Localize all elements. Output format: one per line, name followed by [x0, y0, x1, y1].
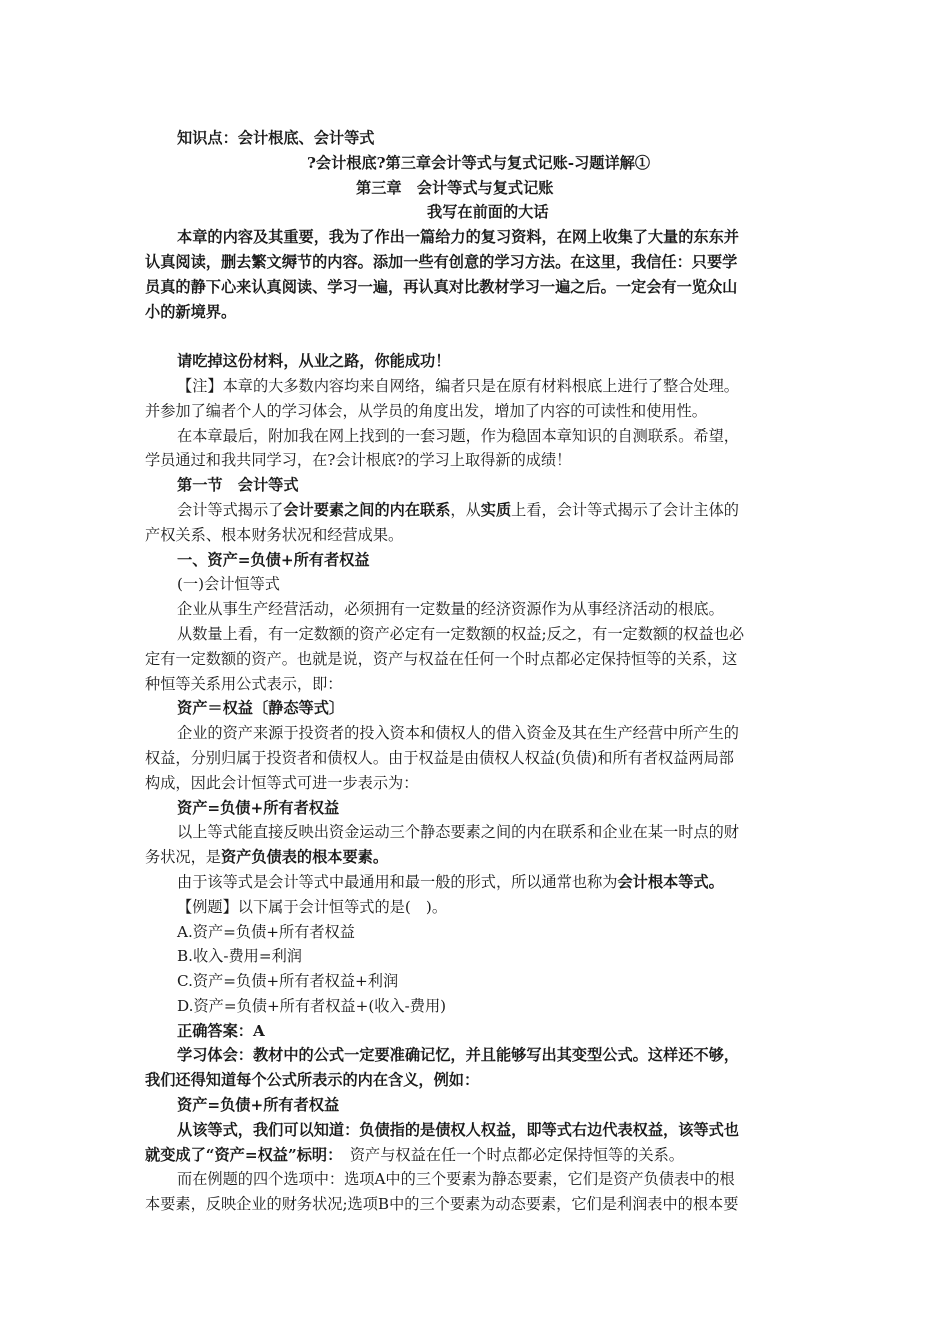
text-line: 本要素，反映企业的财务状况;选项B中的三个要素为动态要素，它们是利润表中的根本要 [145, 1195, 739, 1214]
text-line: 从该等式，我们可以知道：负债指的是债权人权益，即等式右边代表权益，该等式也 [177, 1120, 739, 1139]
text-line: 在本章最后，附加我在网上找到的一套习题，作为稳固本章知识的自测联系。希望， [177, 426, 739, 445]
text-line: 认真阅读，删去繁文缛节的内容。添加一些有创意的学习方法。在这里，我信任：只要学 [145, 252, 738, 271]
text-line: 企业从事生产经营活动，必须拥有一定数量的经济资源作为从事经济活动的根底。 [177, 600, 724, 619]
text-run: 会计等式揭示了 [177, 500, 284, 519]
correct-answer: 正确答案：A [177, 1021, 265, 1040]
text-line: 学员通过和我共同学习，在?会计根底?的学习上取得新的成绩！ [145, 451, 572, 470]
example-question: 【例题】以下属于会计恒等式的是( )。 [177, 897, 448, 916]
text-line: 【注】本章的大多数内容均来自网络，编者只是在原有材料根底上进行了整合处理。 [177, 376, 739, 395]
text-run: 务状况，是 [145, 848, 221, 867]
emphasis: 会计要素之间的内在联系 [283, 500, 451, 519]
text-line: 并参加了编者个人的学习体会，从学员的角度出发，增加了内容的可读性和使用性。 [145, 401, 707, 420]
text-line: 权益，分别归属于投资者和债权人。由于权益是由债权人权益(负债)和所有者权益两局部 [145, 748, 734, 767]
text-line: 小的新境界。 [145, 302, 237, 321]
emphasis: 就变成了“资产=权益”标明： [145, 1145, 335, 1164]
text-line: 种恒等关系用公式表示，即： [145, 674, 343, 693]
formula-static: 资产＝权益〔静态等式〕 [177, 699, 345, 718]
text-line: 定有一定数额的资产。也就是说，资产与权益在任何一个时点都必定保持恒等的关系，这 [145, 649, 738, 668]
text-line: 产权关系、根本财务状况和经营成果。 [145, 525, 404, 544]
text-line [145, 870, 805, 895]
subsection-title: (一)会计恒等式 [177, 575, 280, 594]
header-title: ?会计根底?第三章会计等式与复式记账-习题详解① [307, 153, 651, 172]
text-line: 从数量上看，有一定数额的资产必定有一定数额的权益;反之，有一定数额的权益也必 [177, 624, 745, 643]
text-line: 本章的内容及其重要，我为了作出一篇给力的复习资料，在网上收集了大量的东东并 [177, 228, 739, 247]
text-run: 由于该等式是会计等式中最通用和最一般的形式，所以通常也称为 [177, 872, 618, 891]
text-line: 而在例题的四个选项中：选项A中的三个要素为静态要素，它们是资产负债表中的根 [177, 1170, 735, 1189]
chapter-title: 第三章 会计等式与复式记账 [356, 178, 554, 197]
part-title: 一、资产=负债+所有者权益 [177, 550, 370, 569]
preface-title: 我写在前面的大话 [427, 203, 549, 222]
formula-main: 资产=负债+所有者权益 [177, 798, 340, 817]
section-intro [145, 498, 805, 548]
knowledge-point: 知识点：会计根底、会计等式 [177, 129, 375, 147]
reflection-paragraph [145, 820, 805, 870]
quantity-paragraph [145, 622, 805, 696]
study-paragraph [145, 1043, 805, 1093]
example-block [145, 895, 805, 1044]
analysis-paragraph [145, 1167, 805, 1217]
emphasis: 会计根本等式。 [617, 872, 724, 891]
text-run: 上看，会计等式揭示了会计主体的 [511, 500, 739, 519]
formula-repeat: 资产=负债+所有者权益 [177, 1096, 340, 1115]
option-b: B.收入-费用=利润 [177, 947, 302, 966]
text-line: 企业的资产来源于投资者的投入资本和债权人的借入资金及其在生产经营中所产生的 [177, 724, 739, 743]
text-run: ，从 [450, 500, 481, 519]
slogan: 请吃掉这份材料，从业之路，你能成功！ [177, 352, 451, 371]
text-line: 员真的静下心来认真阅读、学习一遍，再认真对比教材学习一遍之后。一定会有一览众山 [145, 277, 738, 296]
text-line: 以上等式能直接反映出资金运动三个静态要素之间的内在联系和企业在某一时点的财 [177, 823, 739, 842]
source-paragraph [145, 721, 805, 795]
text-line: 构成，因此会计恒等式可进一步表示为： [145, 773, 419, 792]
text-line: 我们还得知道每个公式所表示的内在含义，例如： [145, 1071, 480, 1090]
document-page [145, 126, 805, 1217]
preface-paragraph [145, 225, 805, 324]
derive-paragraph [145, 1118, 805, 1168]
text-line [145, 1143, 805, 1168]
text-run: 资产与权益在任一个时点都必定保持恒等的关系。 [334, 1145, 684, 1164]
closing-paragraph [145, 424, 805, 474]
emphasis: 实质 [480, 500, 512, 519]
blank-line [145, 324, 805, 349]
note-paragraph [145, 374, 805, 424]
option-d: D.资产=负债+所有者权益+(收入-费用) [177, 996, 447, 1015]
text-line [145, 498, 805, 523]
text-line: 学习体会：教材中的公式一定要准确记忆，并且能够写出其变型公式。这样还不够， [177, 1046, 739, 1065]
option-c: C.资产=负债+所有者权益+利润 [177, 972, 399, 991]
text-line [145, 845, 805, 870]
option-a: A.资产=负债+所有者权益 [177, 922, 355, 941]
section-title: 第一节 会计等式 [177, 476, 299, 495]
emphasis: 资产负债表的根本要素。 [220, 848, 388, 867]
